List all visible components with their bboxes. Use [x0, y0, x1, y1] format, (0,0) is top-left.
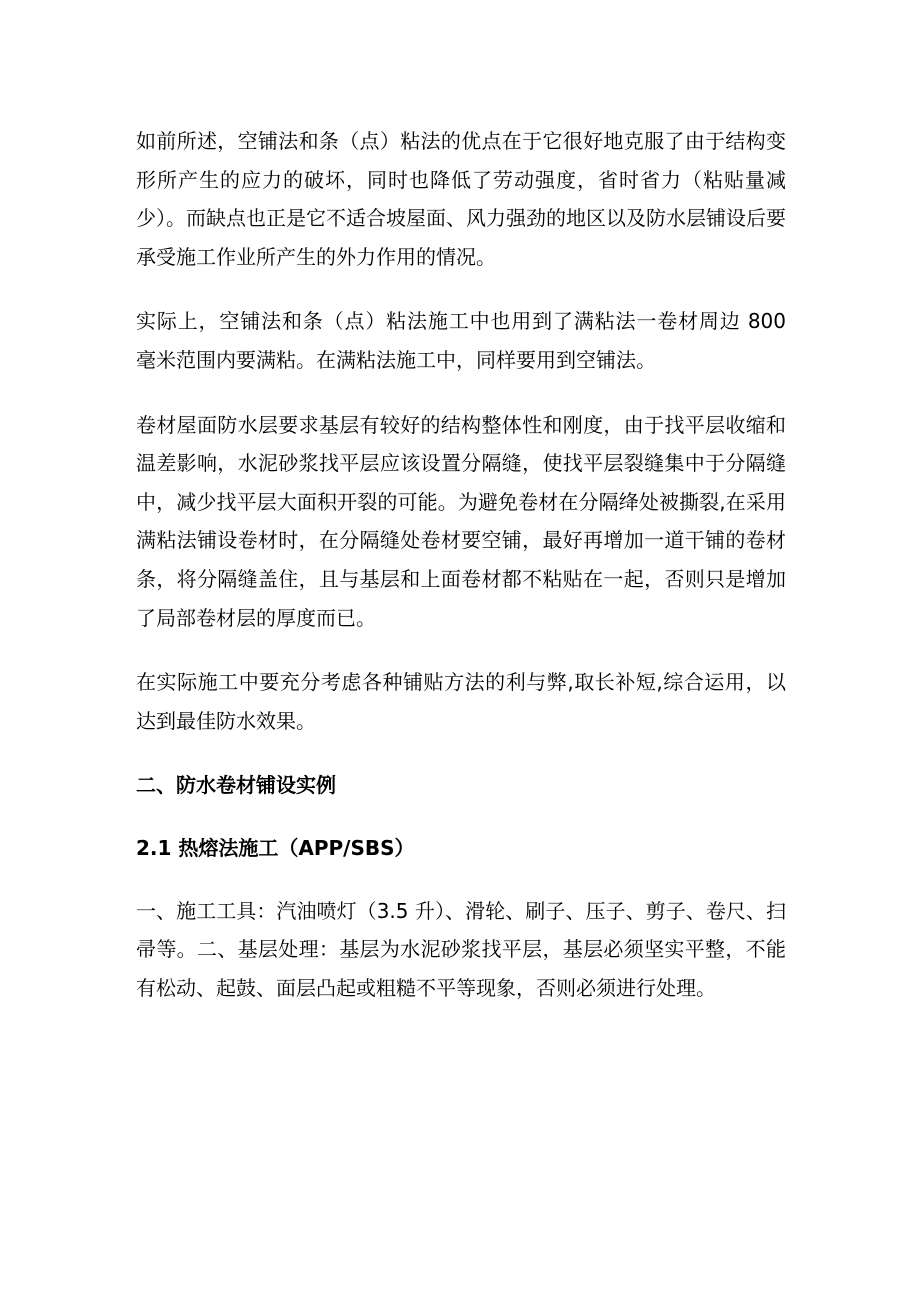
- document-body: [136, 122, 786, 1007]
- subsection-heading: 2.1 热熔法施工（APP/SBS）: [136, 835, 415, 860]
- section-heading: 二、防水卷材铺设实例: [136, 773, 336, 798]
- paragraph-tools-and-base-treatment: 一、施工工具：汽油喷灯（3.5 升）、滑轮、刷子、压子、剪子、卷尺、扫帚等。二、基层处理：基层为水泥砂浆找平层，基层必须坚实平整，不能有松动、起鼓、面层凸起或粗糙不平等现象，否则必须进行处理。: [136, 898, 786, 1000]
- paragraph-base-layer-separation-joint: 卷材屋面防水层要求基层有较好的结构整体性和刚度，由于找平层收缩和温差影响，水泥砂浆找平层应该设置分隔缝，使找平层裂缝集中于分隔缝中，减少找平层大面积开裂的可能。为避免卷材在分隔绛处被撕裂,在采用满粘法铺设卷材时，在分隔缝处卷材要空铺，最好再增加一道干铺的卷材条，将分隔缝盖住，且与基层和上面卷材都不粘贴在一起，否则只是增加了局部卷材层的厚度而已。: [136, 412, 786, 630]
- paragraph-combined-methods: 在实际施工中要充分考虑各种铺贴方法的利与弊,取长补短,综合运用，以达到最佳防水效果。: [136, 670, 786, 733]
- paragraph-empty-paving-advantages: 如前所述，空铺法和条（点）粘法的优点在于它很好地克服了由于结构变形所产生的应力的破坏，同时也降低了劳动强度，省时省力（粘贴量减少）。而缺点也正是它不适合坡屋面、风力强劲的地区以及防水层铺设后要承受施工作业所产生的外力作用的情况。: [136, 129, 786, 269]
- paragraph-full-adhesion-perimeter: 实际上，空铺法和条（点）粘法施工中也用到了满粘法一卷材周边 800 毫米范围内要满粘。在满粘法施工中，同样要用到空铺法。: [136, 309, 786, 372]
